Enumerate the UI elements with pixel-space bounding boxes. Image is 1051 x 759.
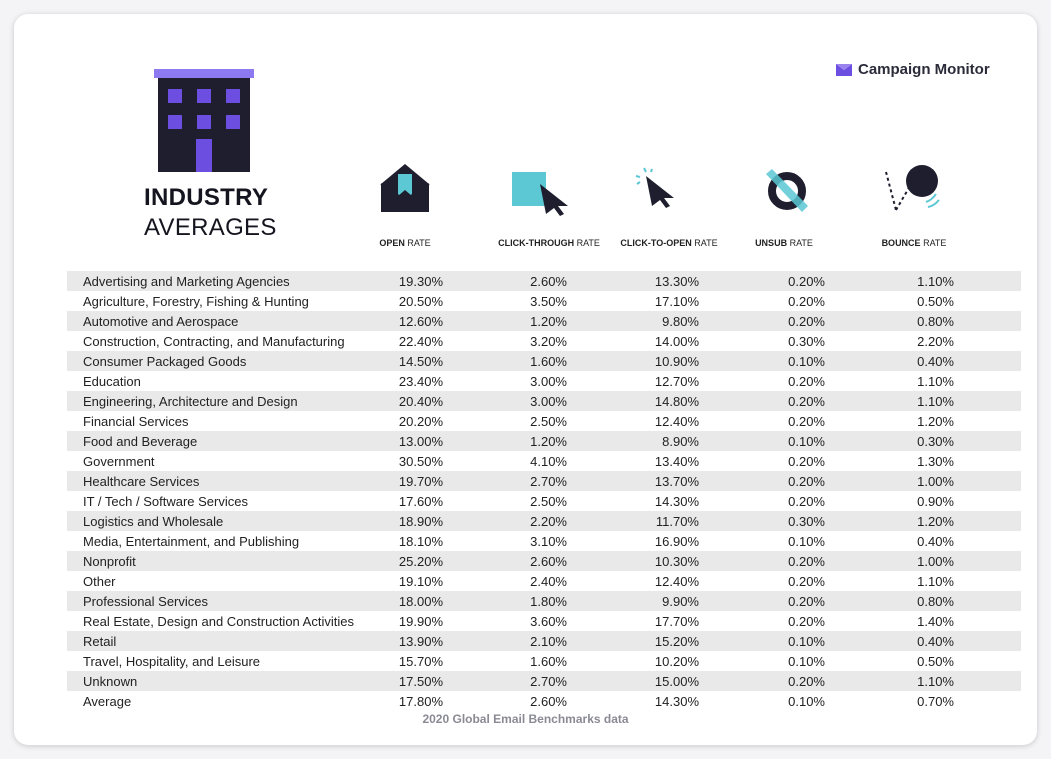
brand-name: Campaign Monitor <box>858 61 990 78</box>
table-row <box>67 491 1021 511</box>
industry-name: Other <box>83 573 116 589</box>
rate-value: 16.90% <box>654 533 699 549</box>
industry-name: Media, Entertainment, and Publishing <box>83 533 300 549</box>
rate-value: 0.50% <box>917 293 954 309</box>
rate-value: 0.20% <box>788 373 825 389</box>
rate-value: 15.00% <box>654 673 699 689</box>
table-row <box>67 451 1021 471</box>
rate-value: 20.50% <box>398 293 443 309</box>
rate-value: 17.10% <box>654 293 699 309</box>
rate-value: 1.40% <box>917 613 954 629</box>
rate-value: 0.20% <box>788 413 825 429</box>
rate-value: 0.70% <box>917 693 954 709</box>
table-row <box>67 631 1021 651</box>
industry-name: Nonprofit <box>83 553 136 569</box>
rate-value: 0.20% <box>788 573 825 589</box>
industry-name: Real Estate, Design and Construction Activities <box>83 613 354 629</box>
rate-value: 3.10% <box>530 534 567 549</box>
cursor-square-icon <box>512 172 572 216</box>
rate-value: 1.20% <box>917 513 954 529</box>
industry-name: IT / Tech / Software Services <box>83 493 248 509</box>
rate-value: 17.70% <box>654 613 699 629</box>
rate-value: 3.50% <box>530 294 567 309</box>
brand-logo[interactable] <box>836 61 990 78</box>
industry-name: Travel, Hospitality, and Leisure <box>83 653 261 669</box>
cursor-click-icon <box>634 166 684 210</box>
rate-value: 13.70% <box>654 473 699 489</box>
rate-value: 2.50% <box>530 494 567 509</box>
table-row <box>67 611 1021 631</box>
rate-value: 0.40% <box>917 353 954 369</box>
rate-value: 22.40% <box>398 333 443 349</box>
rate-value: 15.20% <box>654 633 699 649</box>
table-row <box>67 671 1021 691</box>
table-row <box>67 551 1021 571</box>
rate-value: 12.40% <box>654 573 699 589</box>
industry-name: Government <box>83 453 155 469</box>
table-row <box>67 651 1021 671</box>
table-row <box>67 371 1021 391</box>
envelope-logo-icon <box>836 64 852 76</box>
table-row <box>67 411 1021 431</box>
industry-name: Healthcare Services <box>83 473 200 489</box>
rate-value: 9.90% <box>662 593 699 609</box>
rate-value: 0.20% <box>788 273 825 289</box>
rate-value: 2.60% <box>530 554 567 569</box>
industry-name: Education <box>83 373 141 389</box>
rate-value: 1.10% <box>917 673 954 689</box>
rate-value: 0.10% <box>788 653 825 669</box>
rate-value: 17.60% <box>398 493 443 509</box>
rate-value: 0.10% <box>788 353 825 369</box>
table-row <box>67 391 1021 411</box>
table-row <box>67 511 1021 531</box>
rate-value: 10.20% <box>654 653 699 669</box>
rate-value: 18.00% <box>398 593 443 609</box>
rate-value: 3.00% <box>530 374 567 389</box>
title-line-2: AVERAGES <box>144 214 277 241</box>
rate-value: 8.90% <box>662 433 699 449</box>
table-row <box>67 311 1021 331</box>
rate-value: 10.90% <box>654 353 699 369</box>
rate-value: 0.10% <box>788 693 825 709</box>
rate-value: 14.30% <box>654 693 699 709</box>
rate-value: 1.20% <box>917 413 954 429</box>
rate-value: 25.20% <box>398 553 443 569</box>
envelope-icon <box>380 162 430 214</box>
bounce-ball-icon <box>882 164 944 214</box>
industry-name: Agriculture, Forestry, Fishing & Hunting <box>83 293 309 309</box>
footer-source: 2020 Global Email Benchmarks data <box>422 712 629 726</box>
rate-value: 19.70% <box>398 473 443 489</box>
table-row <box>67 431 1021 451</box>
column-header-unsub: UNSUB RATE <box>755 238 813 248</box>
industry-name: Retail <box>83 633 117 649</box>
table-row <box>67 351 1021 371</box>
rate-value: 18.10% <box>398 533 443 549</box>
table-row <box>67 691 1021 711</box>
rate-value: 0.30% <box>917 433 954 449</box>
rate-value: 20.40% <box>398 393 443 409</box>
rate-value: 18.90% <box>398 513 443 529</box>
industry-name: Professional Services <box>83 593 208 609</box>
rate-value: 13.00% <box>398 433 443 449</box>
rate-value: 0.20% <box>788 313 825 329</box>
industry-name: Logistics and Wholesale <box>83 513 224 529</box>
title-line-1: INDUSTRY <box>144 184 269 211</box>
rate-value: 0.30% <box>788 513 825 529</box>
table-row <box>67 531 1021 551</box>
rate-value: 1.30% <box>917 453 954 469</box>
rate-value: 2.20% <box>530 514 567 529</box>
rate-value: 0.20% <box>788 473 825 489</box>
rate-value: 0.80% <box>917 593 954 609</box>
rate-value: 10.30% <box>654 553 699 569</box>
industry-name: Financial Services <box>83 413 189 429</box>
rate-value: 1.00% <box>917 473 954 489</box>
rate-value: 14.30% <box>654 493 699 509</box>
rate-value: 0.40% <box>917 633 954 649</box>
rate-value: 0.10% <box>788 433 825 449</box>
unsubscribe-icon <box>762 168 812 214</box>
rate-value: 3.00% <box>530 394 567 409</box>
column-header-click-to-open: CLICK-TO-OPEN RATE <box>620 238 718 248</box>
rate-value: 0.20% <box>788 293 825 309</box>
benchmark-table <box>67 271 1021 711</box>
rate-value: 2.50% <box>530 414 567 429</box>
rate-value: 4.10% <box>530 454 567 469</box>
industry-name: Engineering, Architecture and Design <box>83 393 298 409</box>
rate-value: 3.20% <box>530 334 567 349</box>
rate-value: 0.50% <box>917 653 954 669</box>
rate-value: 0.20% <box>788 493 825 509</box>
rate-value: 2.40% <box>530 574 567 589</box>
rate-value: 30.50% <box>398 453 443 469</box>
rate-value: 0.10% <box>788 633 825 649</box>
rate-value: 17.80% <box>398 693 443 709</box>
industry-name: Average <box>83 693 132 709</box>
column-header-bounce: BOUNCE RATE <box>881 238 947 248</box>
table-row <box>67 331 1021 351</box>
rate-value: 1.60% <box>530 354 567 369</box>
rate-value: 0.20% <box>788 553 825 569</box>
table-row <box>67 271 1021 291</box>
rate-value: 19.90% <box>398 613 443 629</box>
rate-value: 12.40% <box>654 413 699 429</box>
rate-value: 1.60% <box>530 654 567 669</box>
rate-value: 13.90% <box>398 633 443 649</box>
rate-value: 1.80% <box>530 594 567 609</box>
rate-value: 14.50% <box>398 353 443 369</box>
industry-name: Automotive and Aerospace <box>83 313 239 329</box>
industry-name: Advertising and Marketing Agencies <box>83 273 290 289</box>
rate-value: 1.10% <box>917 393 954 409</box>
rate-value: 1.20% <box>530 434 567 449</box>
rate-value: 12.70% <box>654 373 699 389</box>
rate-value: 0.90% <box>917 493 954 509</box>
table-row <box>67 591 1021 611</box>
rate-value: 12.60% <box>398 313 443 329</box>
rate-value: 17.50% <box>398 673 443 689</box>
rate-value: 19.30% <box>398 273 443 289</box>
rate-value: 2.10% <box>530 634 567 649</box>
rate-value: 0.20% <box>788 453 825 469</box>
building-icon <box>154 69 256 173</box>
rate-value: 2.60% <box>530 274 567 289</box>
benchmark-card <box>14 14 1037 745</box>
column-header-open: OPEN RATE <box>379 238 431 248</box>
rate-value: 0.10% <box>788 533 825 549</box>
rate-value: 0.40% <box>917 533 954 549</box>
industry-name: Construction, Contracting, and Manufacturing <box>83 333 345 349</box>
industry-name: Food and Beverage <box>83 433 198 449</box>
rate-value: 13.40% <box>654 453 699 469</box>
column-header-click-through: CLICK-THROUGH RATE <box>498 238 600 248</box>
rate-value: 1.20% <box>530 314 567 329</box>
industry-name: Consumer Packaged Goods <box>83 353 247 369</box>
rate-value: 14.00% <box>654 333 699 349</box>
industry-name: Unknown <box>83 673 138 689</box>
rate-value: 1.10% <box>917 573 954 589</box>
rate-value: 2.60% <box>530 694 567 709</box>
table-row <box>67 571 1021 591</box>
rate-value: 0.20% <box>788 593 825 609</box>
rate-value: 0.20% <box>788 393 825 409</box>
rate-value: 9.80% <box>662 313 699 329</box>
rate-value: 14.80% <box>654 393 699 409</box>
rate-value: 1.00% <box>917 553 954 569</box>
rate-value: 0.30% <box>788 333 825 349</box>
rate-value: 11.70% <box>655 513 699 529</box>
rate-value: 0.20% <box>788 613 825 629</box>
rate-value: 23.40% <box>398 373 443 389</box>
rate-value: 20.20% <box>398 413 443 429</box>
rate-value: 2.70% <box>530 674 567 689</box>
rate-value: 15.70% <box>398 653 443 669</box>
rate-value: 0.80% <box>917 313 954 329</box>
rate-value: 1.10% <box>917 273 954 289</box>
rate-value: 13.30% <box>654 273 699 289</box>
rate-value: 2.70% <box>530 474 567 489</box>
table-row <box>67 291 1021 311</box>
rate-value: 0.20% <box>788 673 825 689</box>
rate-value: 3.60% <box>530 614 567 629</box>
rate-value: 19.10% <box>398 573 443 589</box>
rate-value: 2.20% <box>917 333 954 349</box>
table-row <box>67 471 1021 491</box>
rate-value: 1.10% <box>917 373 954 389</box>
